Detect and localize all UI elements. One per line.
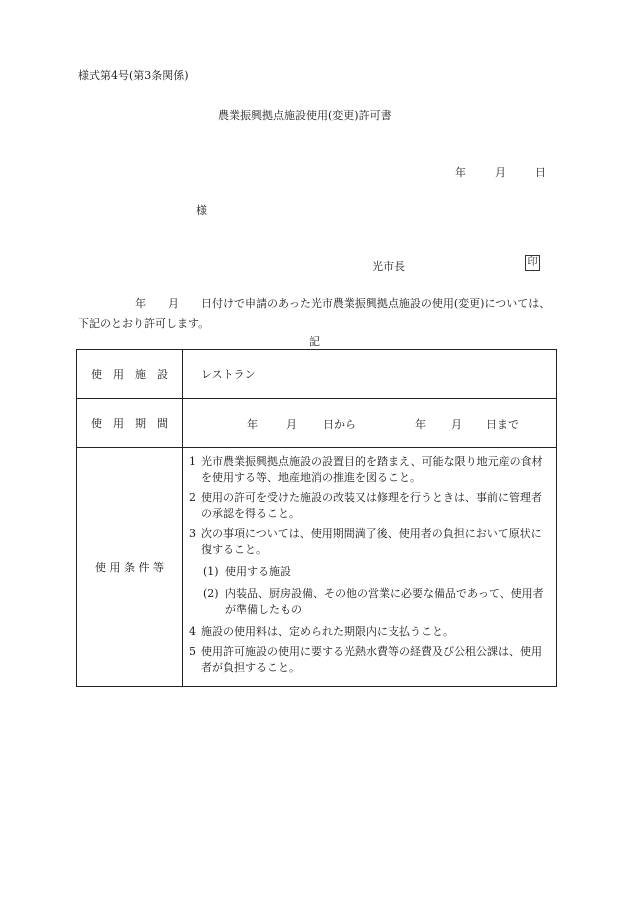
form-number: 様式第4号(第3条関係) xyxy=(78,69,189,82)
condition-num: 5 xyxy=(189,645,196,658)
period-label-text: 使 用 期 間 xyxy=(91,417,168,430)
sub-condition-text: 内装品、厨房設備、その他の営業に必要な備品であって、使用者が準備したもの xyxy=(225,587,544,616)
condition-text: 施設の使用料は、定められた期限内に支払うこと。 xyxy=(201,625,454,638)
period-to-month: 月 xyxy=(451,418,462,431)
table-row xyxy=(77,399,557,448)
document-title: 農業振興拠点施設使用(変更)許可書 xyxy=(218,109,392,122)
period-from-day: 日から xyxy=(323,418,356,431)
condition-item xyxy=(189,454,552,486)
sub-condition-num: (2) xyxy=(203,587,219,600)
intro-text: 年 月 日付けで申請のあった光市農業振興拠点施設の使用(変更)については、下記のとおり許可します。 xyxy=(78,297,551,330)
condition-num: 2 xyxy=(189,491,196,504)
permit-table xyxy=(76,349,557,687)
facility-label-text: 使 用 施 設 xyxy=(91,368,168,381)
condition-text: 光市農業振興拠点施設の設置目的を踏まえ、可能な限り地元産の食材を使用する等、地産地消の推進を図ること。 xyxy=(201,455,543,484)
conditions-label xyxy=(77,448,183,687)
period-label xyxy=(77,399,183,448)
addressee-suffix: 様 xyxy=(196,204,207,217)
condition-text: 次の事項については、使用期間満了後、使用者の負担において原状に復すること。 xyxy=(201,527,542,556)
date-month: 月 xyxy=(495,166,506,179)
period-to-year: 年 xyxy=(415,418,426,431)
date-year: 年 xyxy=(455,166,466,179)
condition-item xyxy=(189,624,552,640)
condition-text: 使用許可施設の使用に要する光熱水費等の経費及び公租公課は、使用者が負担すること。 xyxy=(201,645,542,674)
facility-value: レストラン xyxy=(183,350,557,399)
condition-item xyxy=(189,490,552,522)
condition-item xyxy=(189,644,552,676)
sub-condition-text: 使用する施設 xyxy=(225,565,291,578)
ki-heading: 記 xyxy=(309,335,320,348)
sub-condition-num: (1) xyxy=(203,565,219,578)
conditions-label-text: 使 用 条 件 等 xyxy=(95,561,164,574)
facility-label xyxy=(77,350,183,399)
table-row xyxy=(77,350,557,399)
issue-date xyxy=(455,164,546,180)
condition-item xyxy=(189,526,552,558)
condition-num: 3 xyxy=(189,527,196,540)
date-day: 日 xyxy=(535,166,546,179)
condition-num: 1 xyxy=(189,455,196,468)
seal-stamp: 印 xyxy=(525,255,540,271)
table-row xyxy=(77,448,557,687)
sub-condition-item xyxy=(189,586,552,618)
condition-num: 4 xyxy=(189,625,196,638)
conditions-list xyxy=(183,448,557,687)
period-to-day: 日まで xyxy=(486,418,519,431)
sub-condition-item xyxy=(189,564,552,580)
period-value xyxy=(183,399,557,448)
period-from-year: 年 xyxy=(247,418,258,431)
issuer-name: 光市長 xyxy=(372,260,405,273)
condition-text: 使用の許可を受けた施設の改装又は修理を行うときは、事前に管理者の承認を得ること。 xyxy=(201,491,542,520)
period-from-month: 月 xyxy=(286,418,297,431)
